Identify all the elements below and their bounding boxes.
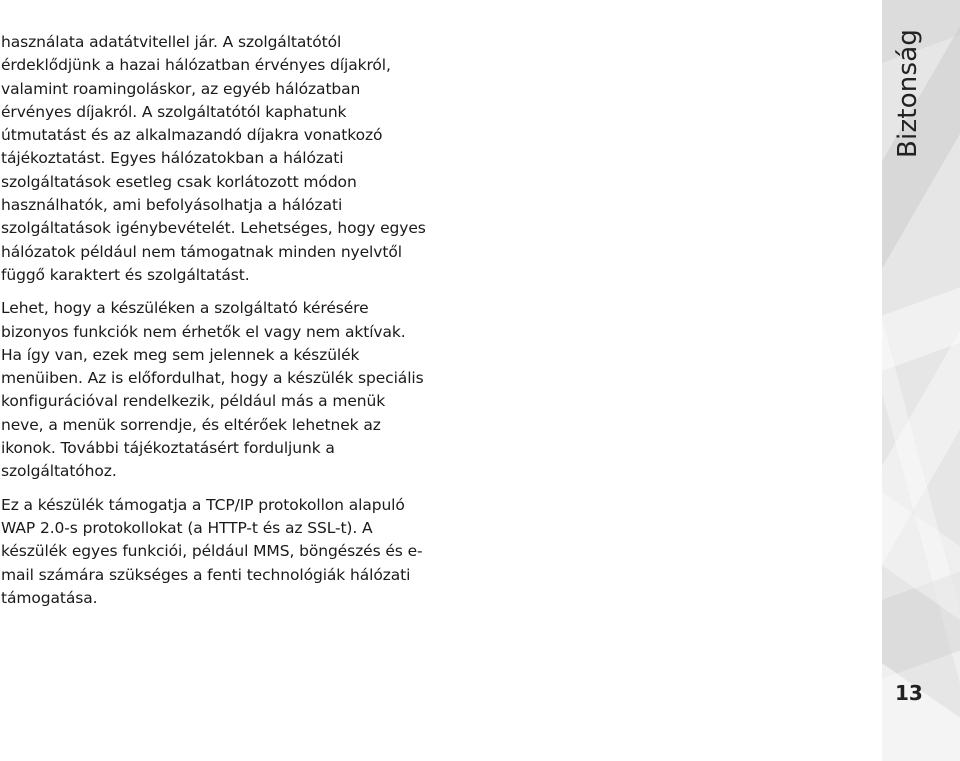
paragraph-provider-features: Lehet, hogy a készüléken a szolgáltató kérésére bizonyos funkciók nem érhetők el vagy nem aktívak. Ha így van, ezek meg sem jelennek a készülék menüiben. Az is előfordulhat, hogy a készülék speciális konfigurációval rendelkezik, például más a menük neve, a menük sorrendje, és eltérőek lehetnek az ikonok. További tájékoztatásért forduljunk a szolgáltatóhoz. [1, 299, 424, 481]
section-title: Biztonság [893, 28, 923, 158]
page-number: 13 [895, 681, 923, 705]
paragraph-wap-protocols: Ez a készülék támogatja a TCP/IP protokollon alapuló WAP 2.0-s protokollokat (a HTTP-t és az SSL-t). A készülék egyes funkciói, például MMS, böngészés és e- mail számára szükséges a fenti technológiák hálózati támogatása. [1, 495, 423, 607]
paragraph-network-services: használata adatátvitellel jár. A szolgáltatótól érdeklődjünk a hazai hálózatban érvényes díjakról, valamint roamingoláskor, az egyéb hálózatban érvényes díjakról. A szolgáltatótól kaphatunk útmutatást és az alkalmazandó díjakra vonatkozó tájékoztatást. Egyes hálózatokban a hálózati szolgáltatások esetleg csak korlátozott módon használhatók, ami befolyásolhatja a hálózati szolgáltatások igénybevételét. Lehetséges, hogy egyes hálózatok például nem támogatnak minden nyelvtől függő karaktert és szolgáltatást. [1, 33, 426, 284]
page-body [1, 31, 441, 620]
